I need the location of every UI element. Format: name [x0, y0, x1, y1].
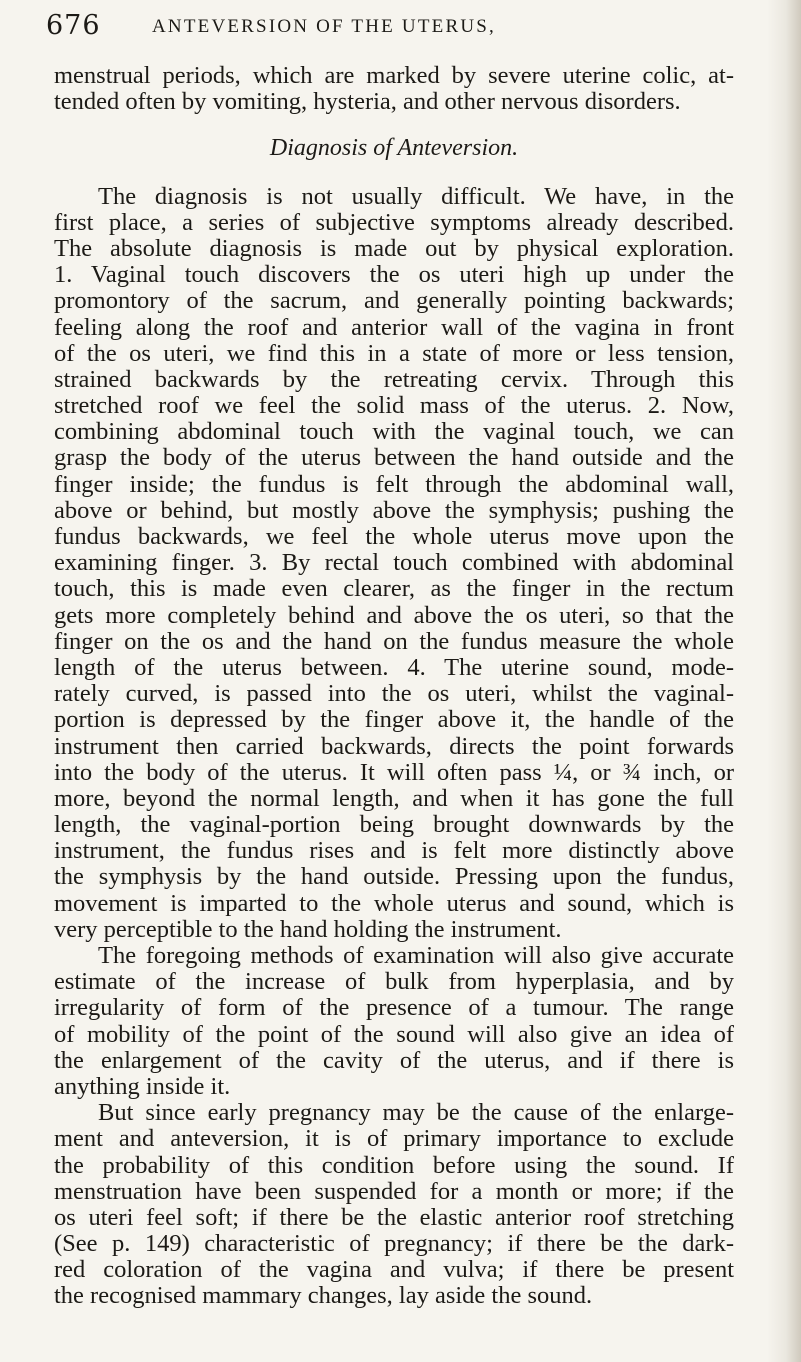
text-line: fundus backwards, we feel the whole uterus move upon the	[54, 524, 734, 550]
text-line: first place, a series of subjective symptoms already described.	[54, 209, 734, 236]
text-line: 1. Vaginal touch discovers the os uteri high up under the	[54, 262, 734, 289]
text-line: the enlargement of the cavity of the uterus, and if there is	[54, 1047, 734, 1074]
text-line: the recognised mammary changes, lay aside the sound.	[54, 1283, 593, 1310]
text-line: strained backwards by the retreating cervix. Through this	[54, 366, 734, 393]
text-line: menstrual periods, which are marked by severe uterine colic, at-	[54, 63, 734, 89]
page-number: 676	[46, 10, 101, 41]
text-line: combining abdominal touch with the vaginal touch, we can	[54, 419, 734, 446]
text-line: touch, this is made even clearer, as the finger in the rectum	[54, 576, 734, 603]
text-line: instrument then carried backwards, directs the point forwards	[54, 733, 734, 760]
text-line: irregularity of form of the presence of a tumour. The range	[54, 995, 734, 1022]
text-line: above or behind, but mostly above the symphysis; pushing the	[54, 497, 734, 524]
text-line: tended often by vomiting, hysteria, and other nervous disorders.	[54, 89, 681, 116]
running-head: ANTEVERSION OF THE UTERUS,	[152, 16, 496, 37]
text-line: portion is depressed by the finger above it, the handle of the	[54, 707, 734, 734]
text-line: length of the uterus between. 4. The uterine sound, mode-	[54, 654, 734, 681]
text-line: finger on the os and the hand on the fundus measure the whole	[54, 628, 734, 655]
text-line: The foregoing methods of examination will also give accurate	[98, 943, 734, 969]
text-line: rately curved, is passed into the os uteri, whilst the vaginal-	[54, 681, 734, 708]
text-line: But since early pregnancy may be the cause of the enlarge-	[98, 1100, 734, 1127]
text-line: the probability of this condition before using the sound. If	[54, 1152, 734, 1179]
text-line: red coloration of the vagina and vulva; if there be present	[54, 1257, 734, 1284]
text-line: more, beyond the normal length, and when it has gone the full	[54, 785, 734, 812]
text-line: of mobility of the point of the sound will also give an idea of	[54, 1021, 734, 1048]
text-line: feeling along the roof and anterior wall of the vagina in front	[54, 314, 734, 341]
text-line: finger inside; the fundus is felt through the abdominal wall,	[54, 471, 734, 498]
page-header	[46, 8, 766, 44]
text-line: very perceptible to the hand holding the instrument.	[54, 916, 562, 943]
text-line: (See p. 149) characteristic of pregnancy; if there be the dark-	[54, 1231, 734, 1258]
text-line: into the body of the uterus. It will often pass ¼, or ¾ inch, or	[54, 759, 734, 786]
text-line: The absolute diagnosis is made out by physical exploration.	[54, 235, 734, 262]
page-binding-shadow	[767, 0, 801, 1362]
text-line: the symphysis by the hand outside. Pressing upon the fundus,	[54, 864, 734, 891]
text-line: gets more completely behind and above the os uteri, so that the	[54, 602, 734, 629]
text-line: examining finger. 3. By rectal touch combined with abdominal	[54, 550, 734, 577]
text-line: movement is imparted to the whole uterus and sound, which is	[54, 890, 734, 917]
text-line: The diagnosis is not usually difficult. We have, in the	[98, 183, 734, 210]
text-line: menstruation have been suspended for a month or more; if the	[54, 1178, 734, 1205]
text-line: os uteri feel soft; if there be the elastic anterior roof stretching	[54, 1204, 734, 1231]
text-line: length, the vaginal-portion being brought downwards by the	[54, 812, 734, 839]
section-heading: Diagnosis of Anteversion.	[269, 135, 519, 162]
text-line: ment and anteversion, it is of primary importance to exclude	[54, 1126, 734, 1153]
text-line: of the os uteri, we find this in a state of more or less tension,	[54, 340, 734, 367]
text-line: grasp the body of the uterus between the hand outside and the	[54, 445, 734, 472]
text-line: stretched roof we feel the solid mass of the uterus. 2. Now,	[54, 393, 734, 420]
text-line: anything inside it.	[54, 1073, 231, 1100]
text-line: instrument, the fundus rises and is felt more distinctly above	[54, 838, 734, 865]
body-text	[54, 63, 734, 1310]
text-line: promontory of the sacrum, and generally pointing backwards;	[54, 288, 734, 315]
text-line: estimate of the increase of bulk from hyperplasia, and by	[54, 969, 734, 996]
